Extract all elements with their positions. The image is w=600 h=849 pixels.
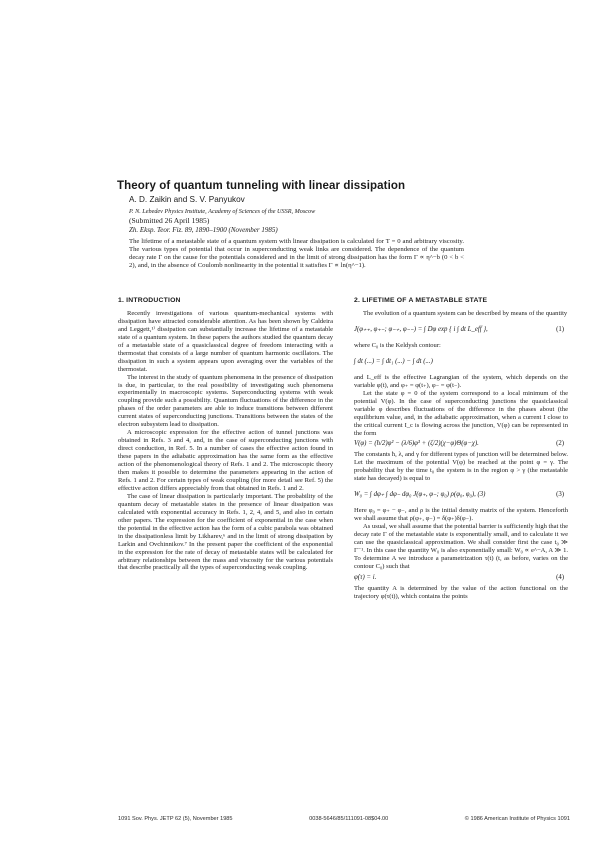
paragraph: The case of linear dissipation is particularly important. The probability of the quantum decay of metastable states in the presence of linear dissipation was calculated with exponential accuracy in Refs. 1, 2, 4, and 5, and also in certain other papers. The expression for the coefficient of exponential in the case when the potential in the effective action has the form of a cubic parabola was obtained in the dissipationless limit by Likharev,⁶ and in the limit of strong dissipation by Larkin and Ovchinnikov.⁷ In the present paper the coefficient of the exponential in the expression for the rate of decay of metastable states will be calculated for arbitrary relationships between the mass and viscosity for the various potentials that describe practically all the types of superconducting weak coupling. [118, 492, 333, 572]
abstract: The lifetime of a metastable state of a quantum system with linear dissipation is calculated for T = 0 and arbitrary viscosity. The various types of potential that occur in superconducting weak links are considered. The dependence of the quantum decay rate Γ on the cause for the potentials considered and in the limit of strong dissipation has the form Γ ∝ η^−b (0 < b < 2), and, in the absence of Coulomb nonlinearity in the potential it satisfies Γ ∝ ln(η^−1). [129, 238, 464, 270]
equation-number: (1) [556, 325, 564, 333]
paragraph: where C₀ is the Keldysh contour: [354, 341, 441, 349]
journal-citation: Zh. Eksp. Teor. Fiz. 89, 1890–1900 (November 1985) [129, 226, 278, 234]
equation-2 [354, 440, 568, 448]
paragraph: The constants ħ, λ, and γ for different types of junction will be determined below. Let the maximum of the potential V(φ) be reached at the point φ = γ. The probability that by the time t₀ the system is in the region φ > γ (the metastable state has decayed) is equal to [354, 451, 568, 483]
section-heading-lifetime: 2. LIFETIME OF A METASTABLE STATE [354, 297, 488, 304]
footer-right: © 1986 American Institute of Physics 1091 [464, 816, 570, 822]
submission-date: (Submitted 26 April 1985) [129, 216, 210, 225]
equation-4 [354, 574, 568, 582]
equation-body: J(φ₊₊, φ₊₋; φ₋₊, φ₋₋) = ∫ Dφ exp { i ∫ dt L_eff }, [354, 325, 488, 333]
equation-number: (2) [556, 440, 564, 448]
equation-1 [354, 321, 568, 339]
paragraph: Let the state φ = 0 of the system correspond to a local minimum of the potential V(φ). In the case of superconducting junctions the quasiclassical variable φ describes fluctuations of the difference in the phases about (the equilibrium value, and, in the adiabatic approximation, when a current I close to the critical current I_c is flowing across the junction, V(φ) can be represented in the form [354, 389, 568, 437]
affiliation: P. N. Lebedev Physics Institute, Academy of Sciences of the USSR, Moscow [129, 208, 316, 215]
equation-contour [354, 353, 568, 371]
page-footer [118, 816, 570, 822]
equation-body: W₀ = ∫ dφ₊ ∫ dφ₋ dφ₀ J(φ₊, φ₋; φ₀) ρ(φ₀, φ₀), (3) [354, 491, 486, 499]
paragraph: The interest in the study of quantum phenomena in the presence of dissipation is due, in particular, to the real possibility of investigating such phenomena experimentally in macroscopic systems. Superconducting systems with weak coupling provide such a possibility. Quantum fluctuations of the difference in the phases of the order parameters are able to induce transitions between different current states of superconducting junctions. Transitions between the states of the electron subsystem lead to dissipation. [118, 373, 333, 429]
equation-number: (3) [556, 491, 564, 499]
footer-left: 1091 Sov. Phys. JETP 62 (5), November 1985 [118, 816, 233, 822]
equation-number: (4) [556, 573, 564, 581]
authors: A. D. Zaikin and S. V. Panyukov [129, 195, 245, 204]
footer-center: 0038-5646/85/111091-08$04.00 [309, 816, 389, 822]
equation-body: φ̇(τ) = i. [354, 573, 377, 581]
equation-body: V(φ) = (ħ/2)φ² − (λ/6)φ³ + (ζ/2)(χ−φ)Θ(φ−χ). [354, 440, 479, 448]
right-column [354, 297, 568, 601]
left-column [118, 297, 333, 572]
paragraph: Here φ₀ = φ₊ − φ₋, and ρ is the initial density matrix of the system. Henceforth we shall assume that ρ(φ₊, φ₋) = δ(φ₊)δ(φ₋). [354, 507, 568, 523]
paragraph: The evolution of a quantum system can be described by means of the quantity [363, 309, 568, 317]
paragraph: Recently investigations of various quantum-mechanical systems with dissipation have attracted considerable attention. As has been shown by Caldeira and Leggett,¹⁾ dissipation can substantially increase the lifetime of a metastable state of a quantum system. In these papers the authors studied the quantum decay of a metastable state of a quasiclassical degree of freedom interacting with a thermostat that consists of a large number of quantum harmonic oscillators. The dissipation in such a system appears upon averaging over the variables of the thermostat. [118, 309, 333, 373]
paragraph: A microscopic expression for the effective action of tunnel junctions was obtained in Refs. 3 and 4, and, in the case of superconducting junctions with direct conduction, in Ref. 5. In a number of cases the effective action found in these papers in the adiabatic approximation has the same form as the effective action of the phenomenological theory of Refs. 1 and 2. The microscopic theory then makes it possible to determine the parameters appearing in the action of Refs. 1 and 2. For certain types of weak coupling (for more detail see Ref. 5) the effective action differs appreciably from that obtained in Refs. 1 and 2. [118, 429, 333, 492]
equation-body: ∫ dt (...) = ∫ dt₁ (...) − ∫ dt (...) [354, 357, 433, 365]
paragraph: The quantity A is determined by the value of the action functional on the trajectory φ(τ(t)), which contains the points [354, 584, 568, 600]
equation-3 [354, 486, 568, 504]
paper-title: Theory of quantum tunneling with linear dissipation [117, 180, 406, 192]
paragraph: As usual, we shall assume that the potential barrier is sufficiently high that the decay rate Γ of the metastable state is exponentially small, and to calculate it we can use the quasiclassical approximation. We shall consider first the case t₀ ≫ Γ⁻¹. In this case the quantity W₀ is also exponentially small: W₀ ∝ e^−A, A ≫ 1. To determine A we introduce a parametrization τ(t) (t, as before, varies on the contour C₀) such that [354, 523, 568, 570]
section-heading-introduction: 1. INTRODUCTION [118, 297, 181, 304]
paragraph: and L_eff is the effective Lagrangian of the system, which depends on the variable φ(t), and φ₊ = φ(t₊), φ₋ = φ(t₋). [354, 373, 568, 389]
